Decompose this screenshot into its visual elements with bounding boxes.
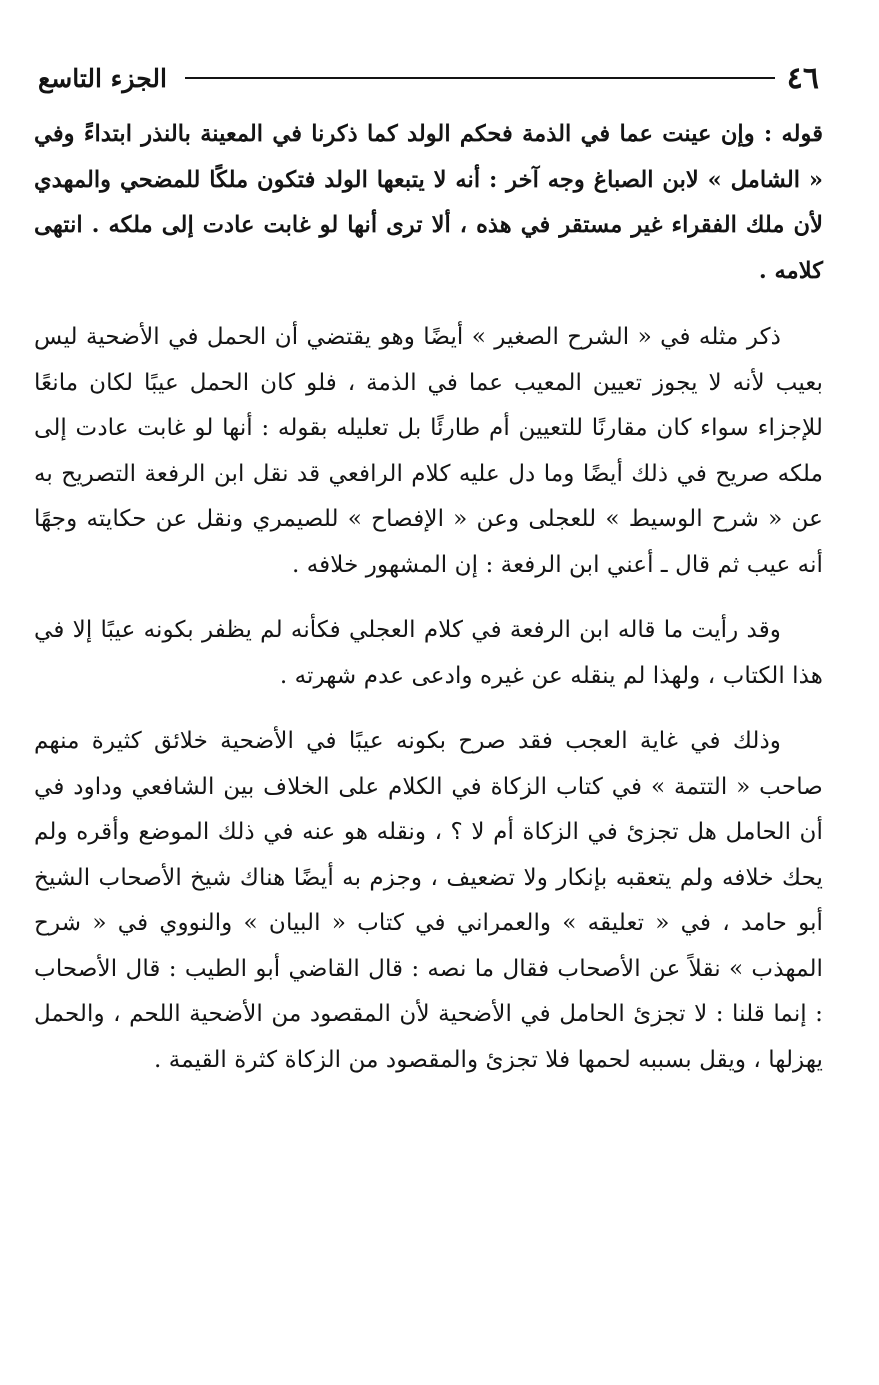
quoted-paragraph: قوله : وإن عينت عما في الذمة فحكم الولد كما ذكرنا في المعينة بالنذر ابتداءً وفي « الشامل » لابن الصباغ وجه آخر : أنه لا يتبعها الولد فتكون ملكًا للمضحي والمهدي لأن ملك الفقراء غير مستقر في هذه ، ألا ترى أنها لو غابت عادت إلى ملكه . انتهى كلامه . [34,121,823,284]
running-title: الجزء التاسع [38,63,167,93]
paragraph-gap [34,294,823,314]
commentary-paragraph: ذكر مثله في « الشرح الصغير » أيضًا وهو يقتضي أن الحمل في الأضحية ليس بعيب لأنه لا يجوز تعيين المعيب عما في الذمة ، فلو كان الحمل عيبًا لكان مانعًا للإجزاء سواء كان مقارنًا للتعيين أم طارئًا بل تعليله بقوله : أنها لو غابت عادت إلى ملكه صريح في ذلك أيضًا وما دل عليه كلام الرافعي قد نقل ابن الرفعة التصريح به عن « شرح الوسيط » للعجلى وعن « الإفصاح » للصيمري ونقل عن حكايته وجهًا أنه عيب ثم قال ـ أعني ابن الرفعة : إن المشهور خلافه . [34,323,823,578]
commentary-paragraph: وقد رأيت ما قاله ابن الرفعة في كلام العجلي فكأنه لم يظفر بكونه عيبًا إلا في هذا الكتاب ، ولهذا لم ينقله عن غيره وادعى عدم شهرته . [34,616,823,689]
page-body [34,112,823,1082]
paragraph-gap [34,698,823,718]
commentary-paragraph: وذلك في غاية العجب فقد صرح بكونه عيبًا في الأضحية خلائق كثيرة منهم صاحب « التتمة » في كتاب الزكاة في الكلام على الخلاف بين الشافعي وداود في أن الحامل هل تجزئ في الزكاة أم لا ؟ ، ونقله هو عنه في ذلك الموضع وأقره ولم يحك خلافه ولم يتعقبه بإنكار ولا تضعيف ، وجزم به أيضًا هناك شيخ الأصحاب الشيخ أبو حامد ، في « تعليقه » والعمراني في كتاب « البيان » والنووي في « شرح المهذب » نقلاً عن الأصحاب فقال ما نصه : قال القاضي أبو الطيب : قال الأصحاب : إنما قلنا : لا تجزئ الحامل في الأضحية لأن المقصود من الأضحية اللحم ، والحمل يهزلها ، ويقل بسببه لحمها فلا تجزئ والمقصود من الزكاة كثرة القيمة . [34,727,823,1073]
header-rule [185,77,775,79]
page-number: ٤٦ [786,60,819,96]
paragraph-gap [34,587,823,607]
page-header [38,56,819,100]
